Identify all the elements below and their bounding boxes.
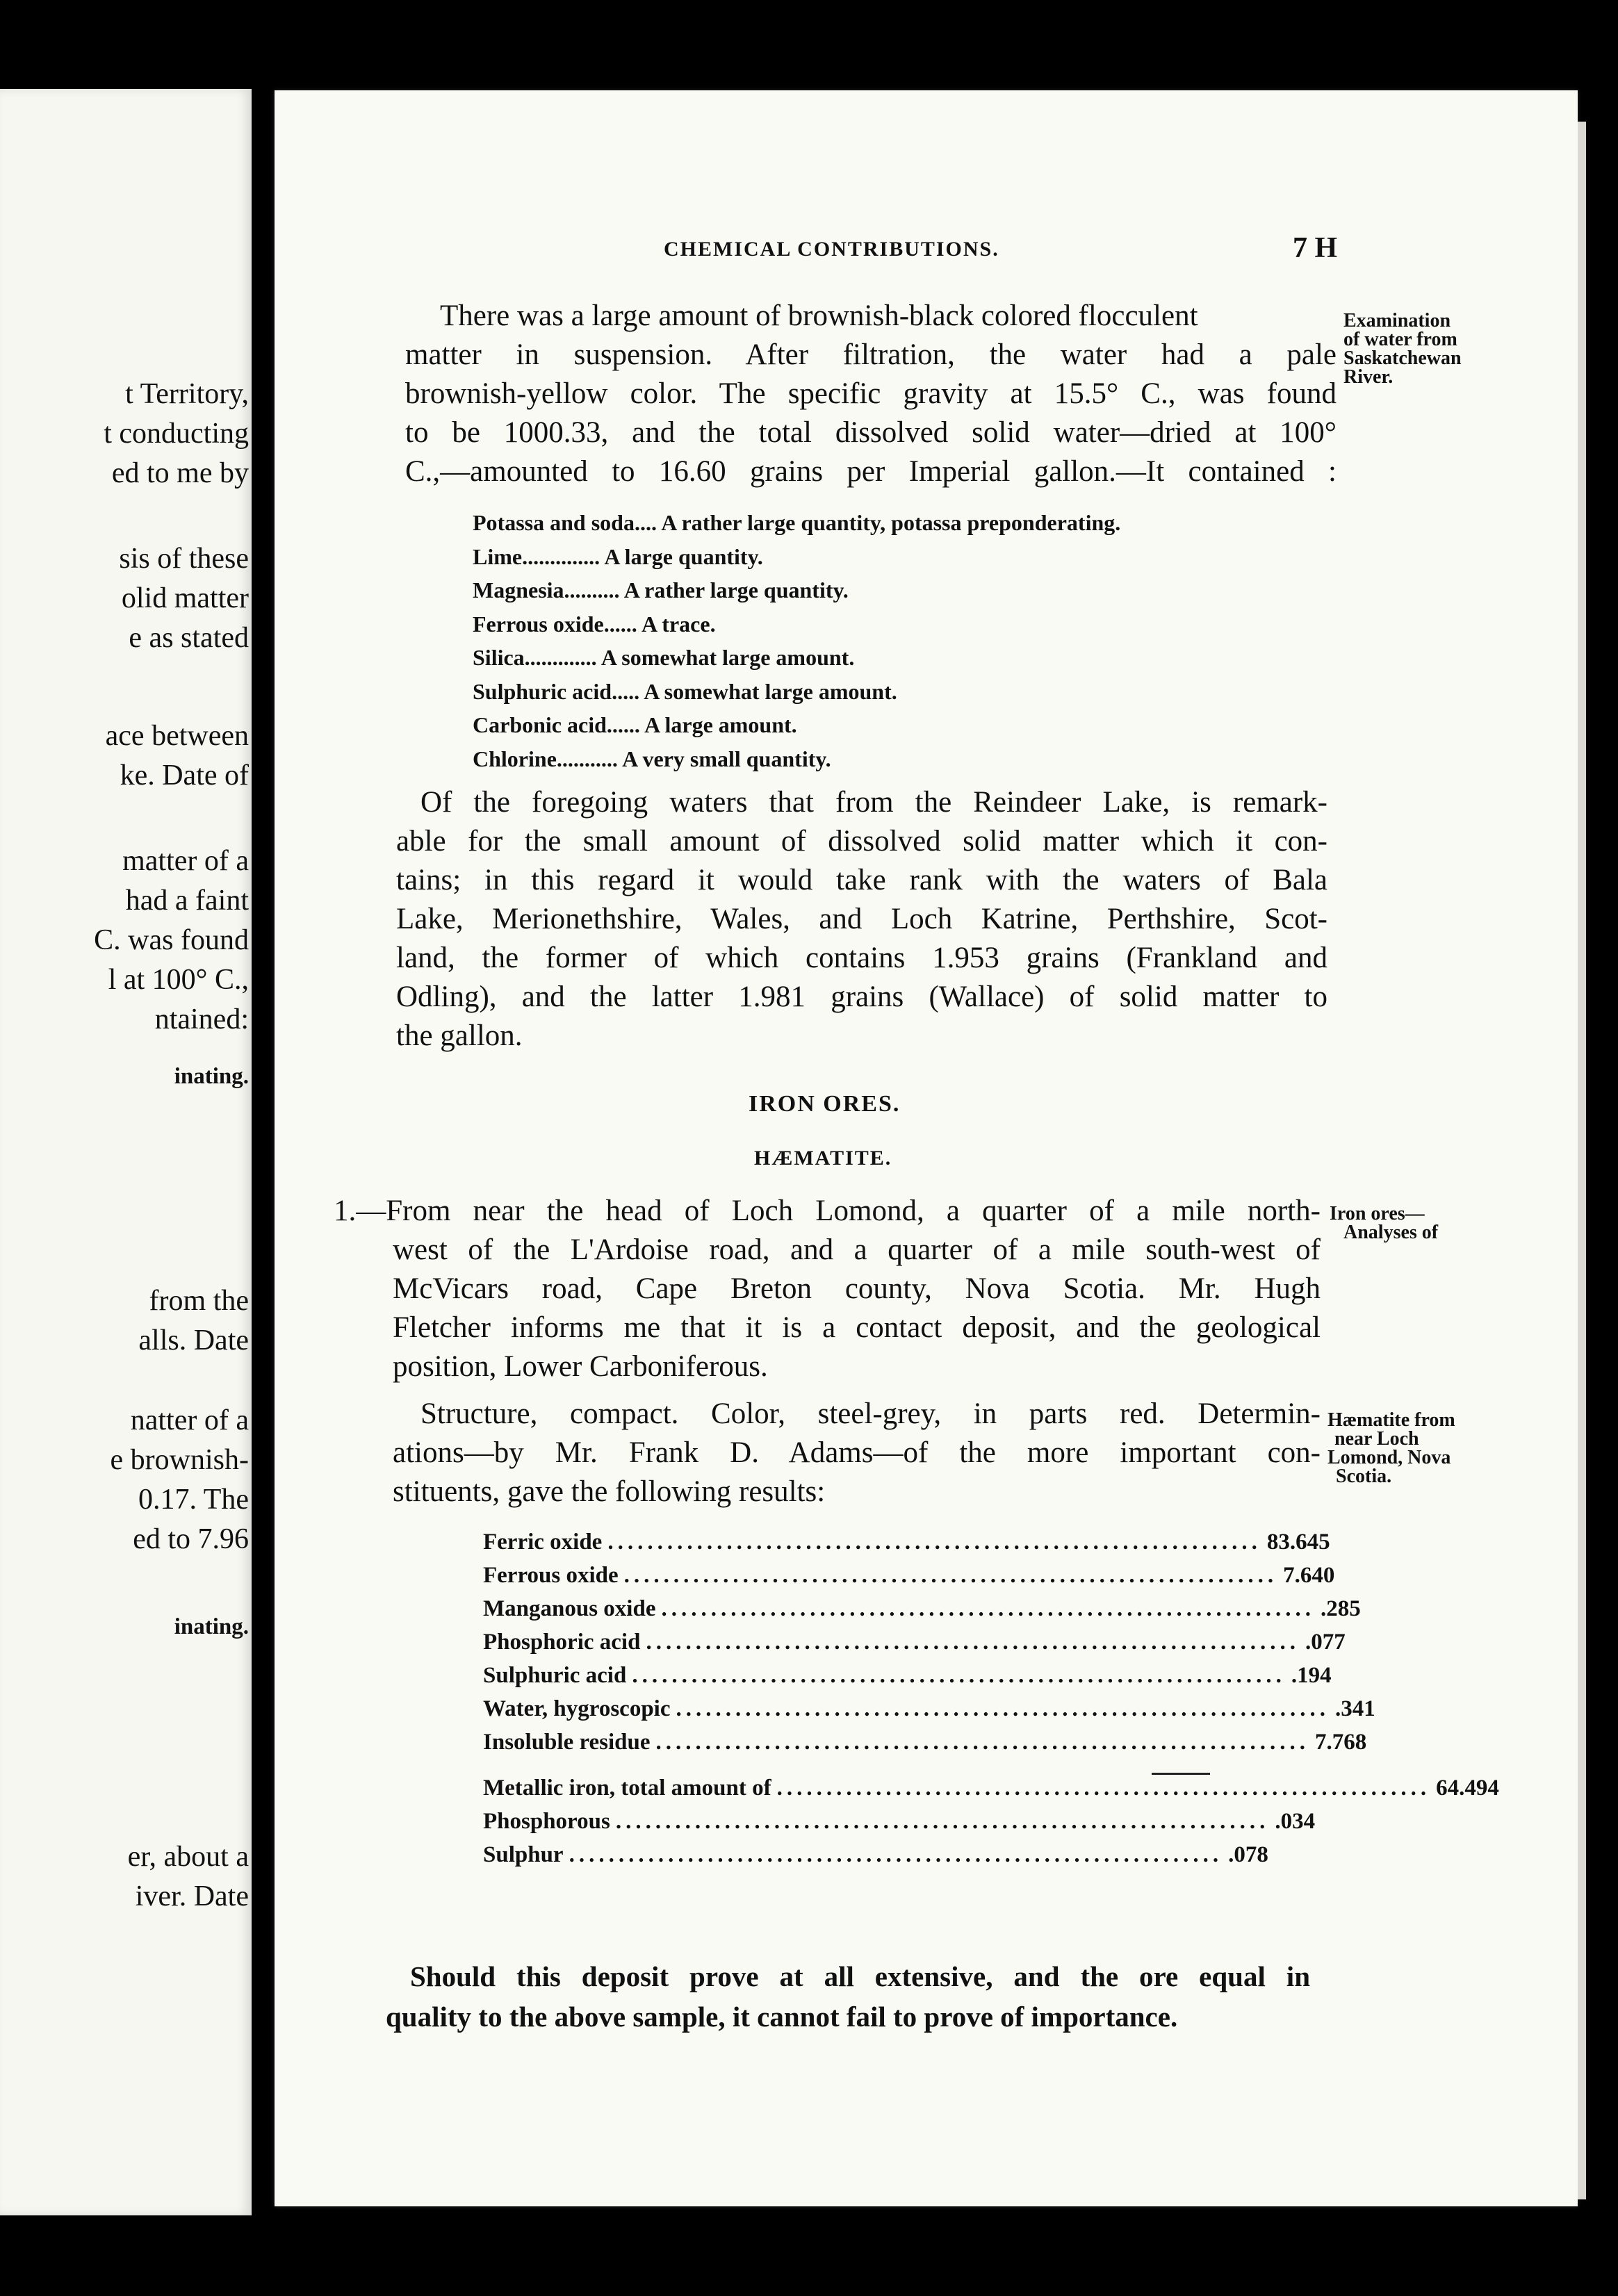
- page-edge: [1578, 122, 1586, 2199]
- book-gutter: [252, 83, 275, 2224]
- left-text-line: sis of these: [119, 543, 249, 575]
- margin-note-line: Scotia.: [1336, 1466, 1392, 1487]
- left-page-fragment: [0, 89, 252, 2215]
- left-text-line: ace between: [105, 720, 249, 752]
- constituent-name: Carbonic acid: [473, 712, 607, 737]
- left-text-line: C. was found: [94, 924, 249, 956]
- constituent-desc: A large amount.: [644, 712, 797, 737]
- analysis-value: .078: [1228, 1842, 1268, 1867]
- analysis-name: Manganous oxide: [483, 1596, 656, 1621]
- constituent-desc: A trace.: [641, 611, 716, 637]
- constituent-row: [473, 540, 1120, 574]
- margin-note-line: Hæmatite from: [1327, 1409, 1455, 1431]
- water-constituents-list: [473, 506, 1120, 776]
- constituent-row: [473, 506, 1120, 540]
- analysis-value: .077: [1305, 1630, 1346, 1655]
- left-text-line: matter of a: [122, 845, 249, 877]
- page-number: 7 H: [1293, 232, 1338, 264]
- left-text-line: inating.: [174, 1064, 249, 1089]
- leader-dots: ......: [603, 611, 637, 637]
- text-line: to be 1000.33, and the total dissolved solid water—dried at 100°: [405, 416, 1337, 449]
- left-text-line: er, about a: [127, 1841, 249, 1873]
- leader-dots: ..................................................................: [623, 1563, 1278, 1588]
- constituent-row: [473, 641, 1120, 675]
- text-line: west of the L'Ardoise road, and a quarter of a mile south-west of: [393, 1233, 1321, 1266]
- analysis-value: .341: [1335, 1696, 1375, 1721]
- constituent-name: Chlorine: [473, 746, 557, 771]
- margin-note-haematite: [1327, 1411, 1455, 1486]
- margin-note-line: of water from: [1343, 329, 1457, 350]
- leader-dots: ..................................................................: [646, 1630, 1300, 1655]
- analysis-total-row: [483, 1805, 1316, 1838]
- leader-dots: ..................................................................: [655, 1730, 1310, 1755]
- constituent-desc: A somewhat large amount.: [644, 678, 897, 704]
- paragraph-comparison: [396, 785, 1327, 1058]
- constituent-desc: A somewhat large amount.: [600, 645, 855, 670]
- margin-note-line: Examination: [1343, 310, 1451, 331]
- analysis-row: [483, 1625, 1346, 1659]
- leader-dots: ..................................................................: [607, 1530, 1261, 1555]
- analysis-name: Phosphoric acid: [483, 1630, 641, 1655]
- analysis-name: Insoluble residue: [483, 1730, 651, 1755]
- text-line: Structure, compact. Color, steel-grey, in parts red. Determin-: [420, 1397, 1321, 1430]
- constituent-row: [473, 607, 1120, 641]
- leader-dots: ..................................................................: [615, 1809, 1270, 1834]
- text-line: position, Lower Carboniferous.: [393, 1350, 768, 1383]
- text-line: Should this deposit prove at all extensive, and the ore equal in: [410, 1960, 1310, 1992]
- text-line: Of the foregoing waters that from the Reindeer Lake, is remark-: [420, 786, 1327, 819]
- paragraph-structure: [393, 1397, 1321, 1514]
- constituent-desc: A large quantity.: [604, 543, 763, 569]
- analysis-row: [483, 1592, 1361, 1625]
- analysis-name: Water, hygroscopic: [483, 1696, 671, 1721]
- margin-note-line: near Loch: [1334, 1428, 1419, 1450]
- margin-note-iron-ores: [1330, 1204, 1438, 1242]
- text-line: land, the former of which contains 1.953 grains (Frankland and: [396, 942, 1327, 974]
- margin-note-line: Lomond, Nova: [1327, 1447, 1451, 1468]
- constituent-row: [473, 742, 1120, 776]
- leader-dots: ....: [634, 510, 657, 535]
- text-line: stituents, gave the following results:: [393, 1475, 826, 1508]
- text-line: brownish-yellow color. The specific gravity at 15.5° C., was found: [405, 377, 1337, 410]
- left-text-line: from the: [149, 1285, 249, 1317]
- left-text-line: had a faint: [125, 885, 249, 917]
- left-text-line: e as stated: [129, 622, 249, 654]
- leader-dots: ...........: [556, 746, 618, 771]
- analysis-value: .194: [1291, 1663, 1332, 1688]
- margin-note-line: Analyses of: [1343, 1222, 1439, 1243]
- text-line: McVicars road, Cape Breton county, Nova Scotia. Mr. Hugh: [393, 1272, 1321, 1305]
- analysis-value: 7.640: [1283, 1563, 1335, 1588]
- line-text: There was a large amount of brownish-black colored flocculent: [440, 300, 1198, 332]
- leader-dots: .....: [612, 678, 640, 704]
- analysis-name: Sulphur: [483, 1842, 564, 1867]
- left-text-line: alls. Date: [138, 1325, 249, 1356]
- constituent-row: [473, 573, 1120, 607]
- text-line: Lake, Merionethshire, Wales, and Loch Katrine, Perthshire, Scot-: [396, 903, 1327, 935]
- analysis-value: .034: [1275, 1809, 1316, 1834]
- analysis-name: Ferric oxide: [483, 1530, 603, 1555]
- text-line: matter in suspension. After filtration, the water had a pale: [405, 338, 1337, 371]
- text-line: ations—by Mr. Frank D. Adams—of the more important con-: [393, 1436, 1321, 1469]
- left-text-line: t conducting: [104, 418, 249, 450]
- sum-rule: [1152, 1773, 1210, 1775]
- analysis-name: Phosphorous: [483, 1809, 610, 1834]
- margin-note-line: Saskatchewan: [1343, 347, 1462, 369]
- text-line: tains; in this regard it would take rank with the waters of Bala: [396, 864, 1327, 896]
- text-line: [405, 299, 1337, 338]
- analysis-table: [483, 1525, 1499, 1871]
- paragraph-water-description: [405, 299, 1337, 493]
- section-title: IRON ORES.: [749, 1091, 901, 1117]
- text-line: able for the small amount of dissolved solid matter which it con-: [396, 825, 1327, 858]
- constituent-name: Silica: [473, 645, 525, 670]
- constituent-name: Magnesia: [473, 577, 564, 602]
- constituent-name: Ferrous oxide: [473, 611, 604, 637]
- right-page: [275, 90, 1578, 2206]
- text-line: quality to the above sample, it cannot fail to prove of importance.: [386, 2001, 1178, 2033]
- analysis-total-row: [483, 1838, 1268, 1871]
- constituent-row: [473, 675, 1120, 709]
- margin-note-water: [1343, 311, 1462, 386]
- spacer: [483, 1759, 1209, 1771]
- leader-dots: ..................................................................: [661, 1596, 1315, 1621]
- leader-dots: .............: [524, 645, 597, 670]
- analysis-name: Sulphuric acid: [483, 1663, 627, 1688]
- analysis-value: .285: [1320, 1596, 1361, 1621]
- constituent-desc: A very small quantity.: [622, 746, 831, 771]
- analysis-row: [483, 1559, 1335, 1592]
- text-line: Fletcher informs me that it is a contact deposit, and the geological: [393, 1311, 1321, 1344]
- paragraph-conclusion: [386, 1960, 1310, 2040]
- leader-dots: ..................................................................: [676, 1696, 1330, 1721]
- text-line: Odling), and the latter 1.981 grains (Wallace) of solid matter to: [396, 981, 1327, 1013]
- left-text-line: ntained:: [154, 1003, 249, 1035]
- leader-dots: ..........: [564, 577, 620, 602]
- analysis-name: Metallic iron, total amount of: [483, 1776, 771, 1801]
- margin-note-line: River.: [1343, 366, 1394, 388]
- analysis-row: [483, 1692, 1375, 1725]
- analysis-name: Ferrous oxide: [483, 1563, 619, 1588]
- analysis-value: 64.494: [1436, 1776, 1499, 1801]
- left-text-line: iver. Date: [135, 1880, 249, 1912]
- leader-dots: ..................................................................: [569, 1842, 1223, 1867]
- left-text-line: e brownish-: [110, 1444, 249, 1476]
- constituent-desc: A rather large quantity, potassa preponderating.: [661, 510, 1121, 535]
- constituent-name: Sulphuric acid: [473, 678, 612, 704]
- subsection-title: HÆMATITE.: [754, 1147, 892, 1170]
- analysis-value: 83.645: [1266, 1530, 1330, 1555]
- left-text-line: olid matter: [121, 582, 249, 614]
- constituent-desc: A rather large quantity.: [623, 577, 849, 602]
- leader-dots: ......: [606, 712, 640, 737]
- running-title: CHEMICAL CONTRIBUTIONS.: [664, 238, 999, 261]
- text-line: 1.—From near the head of Loch Lomond, a quarter of a mile north-: [334, 1195, 1321, 1227]
- analysis-total-row: [483, 1771, 1499, 1805]
- analysis-row: [483, 1525, 1330, 1559]
- left-text-line: ke. Date of: [120, 760, 249, 792]
- analysis-row: [483, 1659, 1332, 1692]
- left-text-line: natter of a: [130, 1404, 249, 1436]
- constituent-name: Potassa and soda: [473, 510, 635, 535]
- analysis-row: [483, 1725, 1367, 1759]
- left-text-line: inating.: [174, 1614, 249, 1639]
- left-text-line: t Territory,: [125, 378, 249, 410]
- leader-dots: ..................................................................: [776, 1776, 1431, 1801]
- constituent-row: [473, 708, 1120, 742]
- text-line: the gallon.: [396, 1019, 523, 1052]
- left-text-line: ed to 7.96: [133, 1523, 249, 1555]
- leader-dots: ..................................................................: [632, 1663, 1286, 1688]
- left-text-line: 0.17. The: [138, 1484, 249, 1516]
- analysis-value: 7.768: [1315, 1730, 1367, 1755]
- leader-dots: ..............: [522, 543, 600, 569]
- margin-note-line: Iron ores—: [1330, 1203, 1425, 1224]
- paragraph-loch-lomond: [334, 1194, 1321, 1388]
- left-text-line: l at 100° C.,: [108, 964, 249, 996]
- constituent-name: Lime: [473, 543, 523, 569]
- left-text-line: ed to me by: [111, 457, 249, 489]
- text-line: C.,—amounted to 16.60 grains per Imperial gallon.—It contained :: [405, 455, 1337, 488]
